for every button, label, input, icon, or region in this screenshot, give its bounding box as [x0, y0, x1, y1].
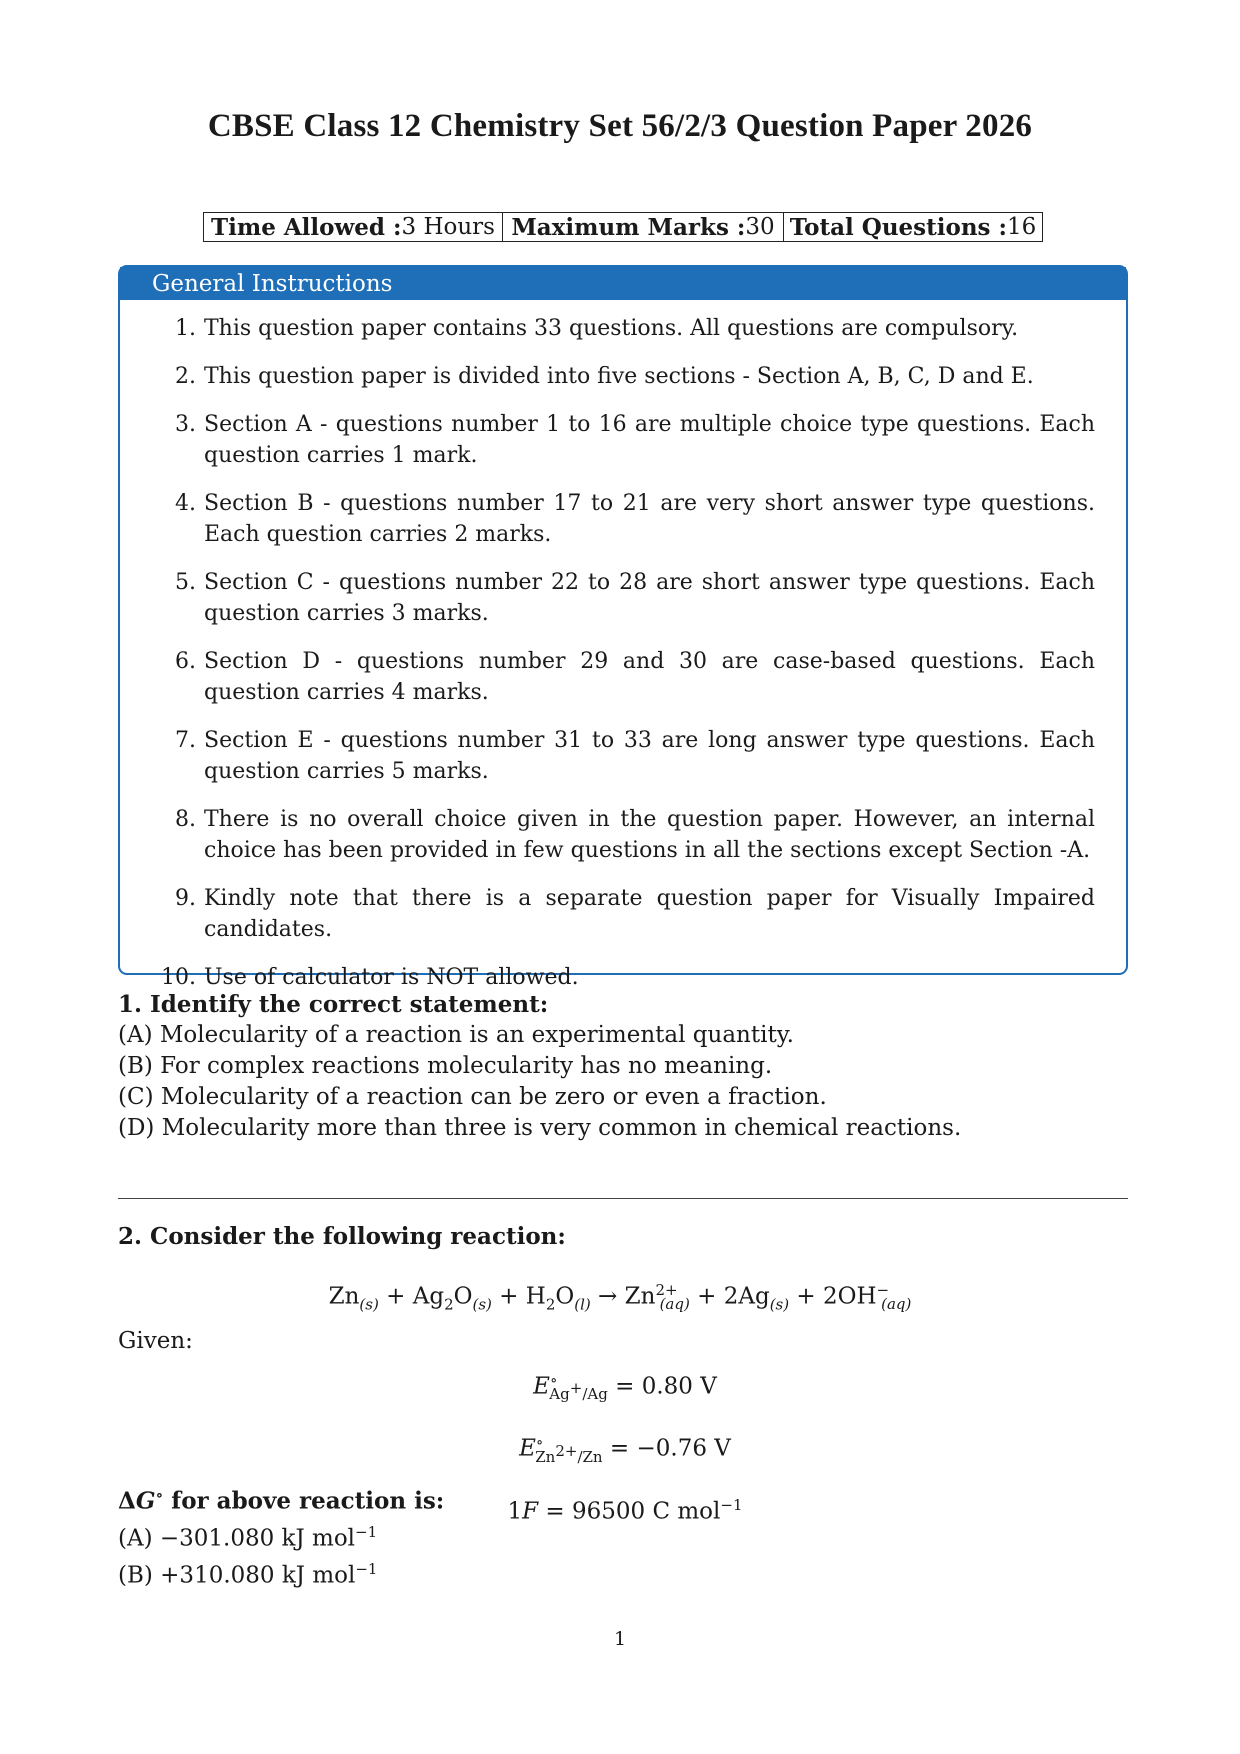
instruction-item: [120, 488, 1125, 550]
instructions-list: [120, 313, 1125, 1010]
total-questions-label: Total Questions :: [789, 213, 1008, 241]
instruction-text: Section B - questions number 17 to 21 are very short answer type questions. Each question carries 2 marks.: [204, 491, 1095, 547]
faraday-constant: 1F = 96500 C mol$^{-1}$: [507, 1495, 743, 1525]
general-instructions-heading: General Instructions: [120, 267, 1126, 300]
question-1-option-c: (C) Molecularity of a reaction can be zero or even a fraction.: [118, 1084, 827, 1110]
instruction-text: There is no overall choice given in the question paper. However, an internal choice has been provided in few questions in all the sections except Section -A.: [204, 807, 1095, 863]
instruction-text: Use of calculator is NOT allowed.: [204, 965, 579, 990]
instruction-text: This question paper contains 33 questions. All questions are compulsory.: [204, 316, 1019, 341]
question-2-suffix: for above reaction is:: [163, 1487, 445, 1515]
instruction-item: [120, 313, 1125, 344]
question-2-heading-block: [118, 1221, 566, 1252]
faraday-value: = 96500 C mol: [545, 1498, 721, 1525]
instruction-text: This question paper is divided into five sections - Section A, B, C, D and E.: [204, 364, 1034, 389]
instruction-number: 4.: [175, 491, 196, 516]
reaction-equation: $Zn_{(s)} + Ag_2O_{(s)} + H_2O_{(l)} \to Zn^{2+}_{(aq)} + 2Ag_{(s)} + 2OH^-_{(aq)}$: [328, 1281, 912, 1314]
general-instructions-box: [118, 265, 1128, 990]
instruction-text: Section E - questions number 31 to 33 are long answer type questions. Each question carries 5 marks.: [204, 728, 1095, 784]
section-divider: [118, 1198, 1128, 1199]
given-values: [500, 1356, 750, 1535]
question-2-heading: 2. Consider the following reaction:: [118, 1223, 566, 1250]
e-zinc-value: = −0.76 V: [609, 1435, 731, 1462]
total-questions-value: 16: [1007, 214, 1037, 240]
question-2-option-a: (A) −301.080 kJ mol$^{-1}$: [118, 1522, 378, 1552]
option-b-text: (B) +310.080 kJ mol: [118, 1562, 356, 1589]
given-label: Given:: [118, 1328, 193, 1354]
maximum-marks-cell: [503, 213, 784, 241]
instruction-item: [120, 725, 1125, 787]
maximum-marks-label: Maximum Marks :: [511, 213, 746, 241]
question-1-heading: 1. Identify the correct statement:: [118, 991, 549, 1018]
page-number: 1: [613, 1628, 627, 1650]
question-2-option-b: (B) +310.080 kJ mol$^{-1}$: [118, 1560, 378, 1589]
instruction-item: [120, 567, 1125, 629]
instruction-item: [120, 883, 1125, 945]
question-1-option-a: (A) Molecularity of a reaction is an experimental quantity.: [118, 1022, 794, 1048]
instruction-text: Kindly note that there is a separate question paper for Visually Impaired candidates.: [204, 886, 1095, 942]
instruction-item: [120, 646, 1125, 708]
time-allowed-label: Time Allowed :: [211, 213, 402, 241]
time-allowed-value: 3 Hours: [401, 214, 495, 240]
electrode-potential-silver: $E^\circ_{Ag^+/Ag} = 0.80$ V: [533, 1371, 717, 1404]
instruction-number: 3.: [175, 412, 196, 437]
maximum-marks-value: 30: [745, 214, 775, 240]
instruction-number: 7.: [175, 728, 196, 753]
instruction-item: [120, 361, 1125, 392]
instruction-number: 9.: [175, 886, 196, 911]
question-2-prompt: [118, 1480, 444, 1592]
instruction-item: [120, 409, 1125, 471]
option-a-text: (A) −301.080 kJ mol: [118, 1525, 356, 1552]
electrode-potential-zinc: $E^\circ_{Zn^{2+}/Zn} = -0.76$ V: [519, 1433, 731, 1466]
question-1: [118, 989, 961, 1144]
question-1-option-b: (B) For complex reactions molecularity has no meaning.: [118, 1053, 773, 1079]
instruction-text: Section A - questions number 1 to 16 are multiple choice type questions. Each question carries 1 mark.: [204, 412, 1095, 468]
page-title: CBSE Class 12 Chemistry Set 56/2/3 Question Paper 2026: [207, 108, 1033, 144]
instruction-item: [120, 804, 1125, 866]
instruction-number: 2.: [175, 364, 196, 389]
e-silver-value: = 0.80 V: [615, 1373, 717, 1400]
instruction-text: Section C - questions number 22 to 28 are short answer type questions. Each question carries 3 marks.: [204, 570, 1095, 626]
question-1-option-d: (D) Molecularity more than three is very common in chemical reactions.: [118, 1115, 962, 1141]
time-allowed-cell: [204, 213, 503, 241]
instruction-number: 6.: [175, 649, 196, 674]
question-2-subheading: ΔG∘ for above reaction is:: [118, 1486, 445, 1515]
instruction-text: Section D - questions number 29 and 30 are case-based questions. Each question carries 4 marks.: [204, 649, 1095, 705]
instruction-number: 5.: [175, 570, 196, 595]
exam-meta-table: [203, 212, 1043, 242]
instruction-number: 1.: [175, 316, 196, 341]
total-questions-cell: [784, 213, 1042, 241]
instruction-number: 8.: [175, 807, 196, 832]
instruction-number: 10.: [161, 965, 196, 990]
